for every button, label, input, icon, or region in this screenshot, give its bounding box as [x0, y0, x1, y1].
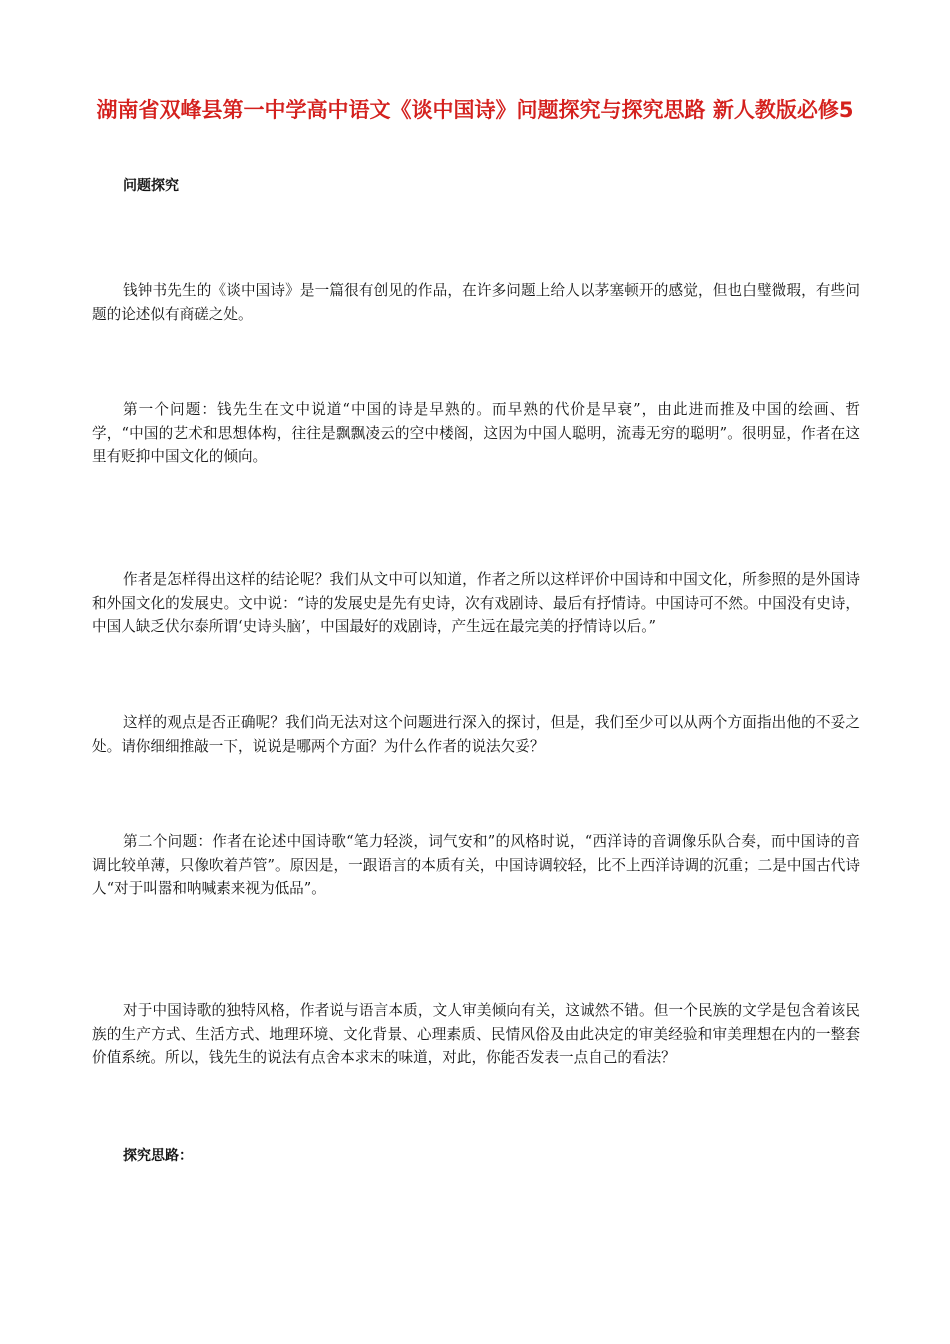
paragraph-1: 钱钟书先生的《谈中国诗》是一篇很有创见的作品，在许多问题上给人以茅塞顿开的感觉，但也白璧微瑕，有些问题的论述似有商磋之处。 — [92, 282, 860, 323]
paragraph-4: 这样的观点是否正确呢？我们尚无法对这个问题进行深入的探讨，但是，我们至少可以从两个方面指出他的不妥之处。请你细细推敲一下，说说是哪两个方面？为什么作者的说法欠妥？ — [92, 714, 860, 755]
paragraph-2: 第一个问题：钱先生在文中说道“中国的诗是早熟的。而早熟的代价是早衰”，由此进而推及中国的绘画、哲学，“中国的艺术和思想体构，往往是飘飘凌云的空中楼阁，这因为中国人聪明，流毒无穷的聪明”。很明显，作者在这里有贬抑中国文化的倾向。 — [92, 401, 860, 465]
section-heading-problem: 问题探究 — [123, 178, 179, 194]
paragraph-3: 作者是怎样得出这样的结论呢？我们从文中可以知道，作者之所以这样评价中国诗和中国文化，所参照的是外国诗和外国文化的发展史。文中说：“诗的发展史是先有史诗，次有戏剧诗、最后有抒情诗。中国诗可不然。中国没有史诗，中国人缺乏伏尔泰所谓‘史诗头脑’，中国最好的戏剧诗，产生远在最完美的抒情诗以后。” — [92, 571, 860, 635]
paragraph-6: 对于中国诗歌的独特风格，作者说与语言本质，文人审美倾向有关，这诚然不错。但一个民族的文学是包含着该民族的生产方式、生活方式、地理环境、文化背景、心理素质、民情风俗及由此决定的审美经验和审美理想在内的一整套价值系统。所以，钱先生的说法有点舍本求末的味道，对此，你能否发表一点自己的看法？ — [92, 1002, 860, 1066]
paragraph-5: 第二个问题：作者在论述中国诗歌“笔力轻淡，词气安和”的风格时说，“西洋诗的音调像乐队合奏，而中国诗的音调比较单薄，只像吹着芦管”。原因是，一跟语言的本质有关，中国诗调较轻，比不上西洋诗调的沉重；二是中国古代诗人“对于叫嚣和呐喊素来视为低品”。 — [92, 833, 860, 897]
document-title: 湖南省双峰县第一中学高中语文《谈中国诗》问题探究与探究思路 新人教版必修5 — [96, 98, 854, 122]
section-heading-thinking: 探究思路： — [123, 1148, 193, 1164]
